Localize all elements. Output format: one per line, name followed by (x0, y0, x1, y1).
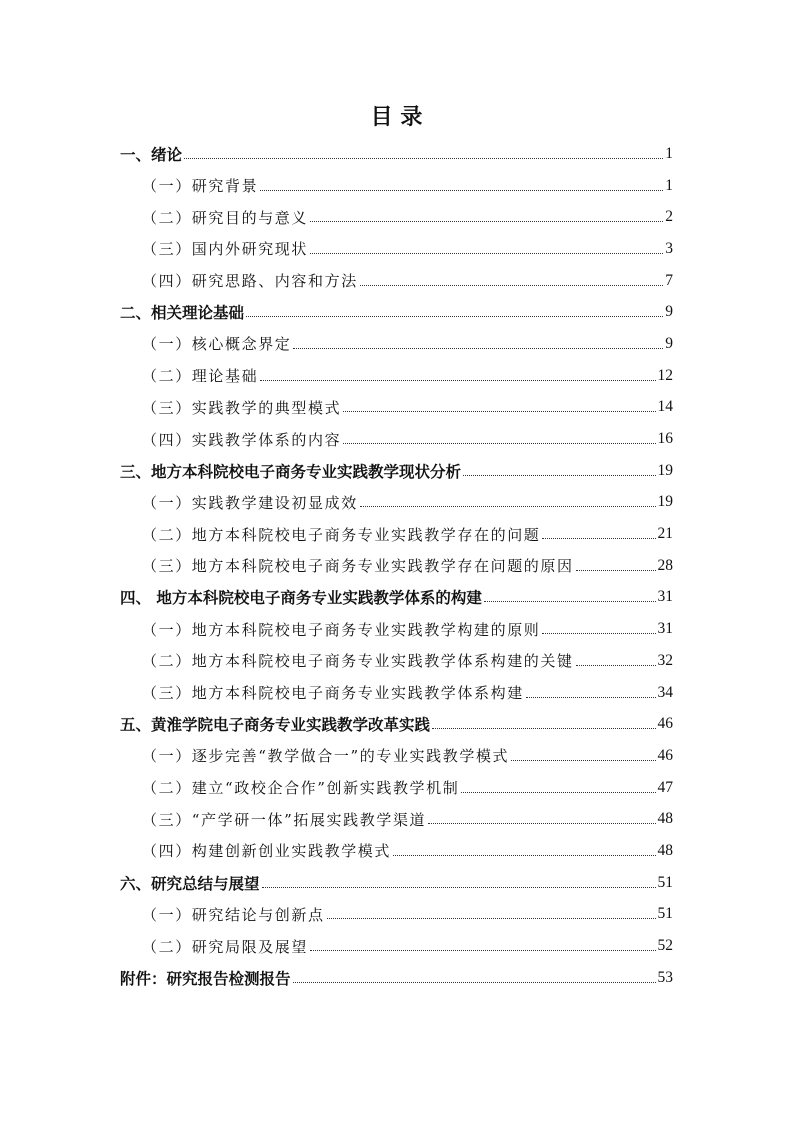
table-of-contents (120, 138, 673, 994)
toc-leader-dots (463, 474, 655, 476)
toc-entry-label: （二）建立“政校企合作”创新实践教学机制 (142, 779, 460, 798)
toc-page-number: 48 (657, 841, 673, 859)
toc-page-number: 19 (657, 461, 673, 479)
toc-section-entry (120, 645, 673, 677)
toc-entry-label: （一）地方本科院校电子商务专业实践教学构建的原则 (142, 620, 541, 639)
toc-leader-dots (542, 537, 655, 539)
toc-chapter-entry (120, 962, 673, 994)
toc-leader-dots (461, 791, 655, 793)
toc-section-entry (120, 328, 673, 360)
toc-chapter-entry (120, 582, 673, 614)
toc-page-number: 34 (657, 683, 673, 701)
toc-page-number: 28 (657, 556, 673, 574)
toc-leader-dots (327, 917, 656, 919)
toc-leader-dots (343, 410, 655, 412)
toc-section-entry (120, 740, 673, 772)
toc-chapter-entry (120, 867, 673, 899)
toc-section-entry (120, 170, 673, 202)
toc-section-entry (120, 201, 673, 233)
toc-page-number: 3 (665, 239, 673, 257)
toc-entry-label: （三）实践教学的典型模式 (142, 398, 342, 417)
toc-section-entry (120, 518, 673, 550)
toc-leader-dots (526, 696, 656, 698)
toc-page-number: 7 (665, 271, 673, 289)
toc-leader-dots (511, 759, 655, 761)
toc-entry-label: （四）构建创新创业实践教学模式 (142, 842, 392, 861)
toc-entry-label: （一）逐步完善“教学做合一”的专业实践教学模式 (142, 747, 510, 766)
toc-entry-label: 二、相关理论基础 (120, 304, 245, 323)
toc-page-number: 51 (657, 905, 673, 923)
toc-entry-label: （二）地方本科院校电子商务专业实践教学存在的问题 (142, 525, 541, 544)
toc-leader-dots (310, 252, 663, 254)
toc-section-entry (120, 835, 673, 867)
toc-entry-label: （三）地方本科院校电子商务专业实践教学存在问题的原因 (142, 557, 574, 576)
toc-leader-dots (310, 949, 655, 951)
toc-section-entry (120, 613, 673, 645)
toc-page-number: 21 (657, 525, 673, 543)
toc-leader-dots (246, 315, 663, 317)
toc-leader-dots (432, 727, 655, 729)
toc-leader-dots (260, 379, 655, 381)
toc-entry-label: 四、 地方本科院校电子商务专业实践教学体系的构建 (120, 589, 482, 608)
toc-leader-dots (360, 284, 663, 286)
toc-entry-label: （四）研究思路、内容和方法 (142, 272, 358, 291)
toc-page-number: 47 (657, 778, 673, 796)
toc-entry-label: 一、绪论 (120, 145, 183, 164)
toc-entry-label: （二）研究目的与意义 (142, 208, 309, 227)
toc-entry-label: （一）核心概念界定 (142, 335, 292, 354)
toc-page-number: 9 (665, 303, 673, 321)
toc-page-number: 9 (665, 334, 673, 352)
toc-entry-label: 六、研究总结与展望 (120, 874, 260, 893)
toc-leader-dots (262, 886, 656, 888)
toc-section-entry (120, 899, 673, 931)
toc-page-number: 19 (657, 493, 673, 511)
toc-entry-label: （二）理论基础 (142, 367, 259, 386)
toc-leader-dots (310, 220, 663, 222)
toc-leader-dots (184, 157, 663, 159)
toc-section-entry (120, 360, 673, 392)
toc-entry-label: 附件：研究报告检测报告 (120, 969, 291, 988)
toc-chapter-entry (120, 455, 673, 487)
toc-leader-dots (576, 569, 656, 571)
toc-section-entry (120, 392, 673, 424)
toc-page-number: 52 (657, 937, 673, 955)
toc-section-entry (120, 677, 673, 709)
toc-leader-dots (293, 981, 656, 983)
toc-page-number: 46 (657, 746, 673, 764)
toc-entry-label: （三）地方本科院校电子商务专业实践教学体系构建 (142, 684, 524, 703)
toc-leader-dots (576, 664, 656, 666)
toc-entry-label: 三、地方本科院校电子商务专业实践教学现状分析 (120, 462, 462, 481)
toc-entry-label: （一）研究结论与创新点 (142, 905, 325, 924)
toc-leader-dots (293, 347, 663, 349)
toc-section-entry (120, 233, 673, 265)
toc-entry-label: （一）实践教学建设初显成效 (142, 493, 358, 512)
toc-page-number: 14 (657, 398, 673, 416)
toc-leader-dots (260, 189, 663, 191)
toc-leader-dots (343, 442, 655, 444)
toc-page-number: 51 (657, 873, 673, 891)
toc-leader-dots (542, 632, 655, 634)
toc-section-entry (120, 772, 673, 804)
toc-entry-label: （一）研究背景 (142, 177, 259, 196)
toc-section-entry (120, 930, 673, 962)
toc-page-number: 48 (657, 810, 673, 828)
toc-page-number: 46 (657, 715, 673, 733)
toc-section-entry (120, 265, 673, 297)
toc-page-number: 16 (657, 430, 673, 448)
toc-chapter-entry (120, 138, 673, 170)
toc-entry-label: 五、黄淮学院电子商务专业实践教学改革实践 (120, 716, 431, 735)
toc-entry-label: （三）“产学研一体”拓展实践教学渠道 (142, 810, 427, 829)
page-title: 目 录 (370, 105, 423, 130)
toc-chapter-entry (120, 708, 673, 740)
toc-page-number: 12 (657, 366, 673, 384)
toc-entry-label: （四）实践教学体系的内容 (142, 430, 342, 449)
toc-page-number: 2 (665, 208, 673, 226)
toc-page-number: 53 (657, 968, 673, 986)
toc-leader-dots (393, 854, 655, 856)
toc-leader-dots (360, 505, 656, 507)
toc-section-entry (120, 487, 673, 519)
toc-leader-dots (484, 600, 656, 602)
toc-entry-label: （二）地方本科院校电子商务专业实践教学体系构建的关键 (142, 652, 574, 671)
toc-entry-label: （二）研究局限及展望 (142, 937, 309, 956)
toc-section-entry (120, 803, 673, 835)
toc-page-number: 1 (665, 176, 673, 194)
toc-section-entry (120, 550, 673, 582)
toc-entry-label: （三）国内外研究现状 (142, 240, 309, 259)
toc-page-number: 32 (657, 651, 673, 669)
toc-leader-dots (428, 822, 655, 824)
toc-chapter-entry (120, 296, 673, 328)
toc-page-number: 1 (665, 144, 673, 162)
toc-page-number: 31 (657, 588, 673, 606)
toc-section-entry (120, 423, 673, 455)
toc-page-number: 31 (657, 620, 673, 638)
